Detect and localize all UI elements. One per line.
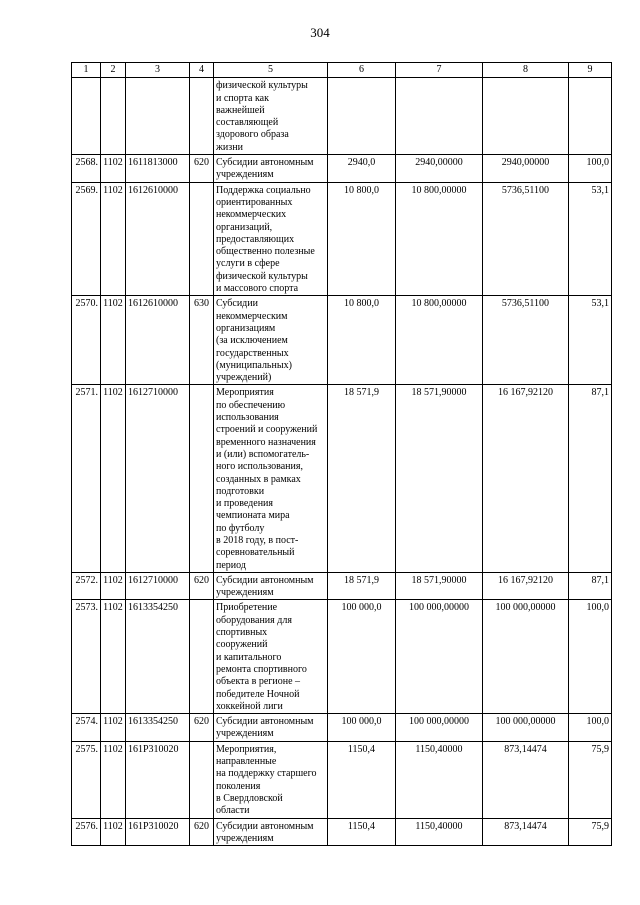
row-number: 2571. — [72, 385, 101, 572]
approved-amount: 1150,4 — [328, 741, 396, 818]
table-row — [72, 385, 612, 572]
approved-amount: 10 800,0 — [328, 296, 396, 385]
executed-amount: 100 000,00000 — [483, 600, 569, 714]
item-name: Субсидии автономным учреждениям — [214, 714, 328, 742]
column-header-7: 7 — [396, 63, 483, 78]
target-article-code: 1612710000 — [126, 385, 190, 572]
section-code: 1102 — [101, 385, 126, 572]
section-code — [101, 78, 126, 155]
expense-type-code: 620 — [190, 572, 214, 600]
item-name: физической культуры и спорта как важнейшей составляющей здорового образа жизни — [214, 78, 328, 155]
table-row — [72, 296, 612, 385]
approved-amount: 2940,0 — [328, 155, 396, 183]
approved-amount: 100 000,0 — [328, 714, 396, 742]
row-number: 2576. — [72, 818, 101, 846]
header-row — [72, 63, 612, 78]
execution-percent: 100,0 — [569, 600, 612, 714]
expense-type-code: 620 — [190, 155, 214, 183]
column-header-5: 5 — [214, 63, 328, 78]
execution-percent: 75,9 — [569, 741, 612, 818]
item-name: Поддержка социально ориентированных некоммерческих организаций, предоставляющих общественно полезные услуги в сфере физической культуры и массового спорта — [214, 182, 328, 296]
refined-amount: 1150,40000 — [396, 741, 483, 818]
executed-amount: 100 000,00000 — [483, 714, 569, 742]
refined-amount: 10 800,00000 — [396, 296, 483, 385]
expense-type-code — [190, 600, 214, 714]
column-header-8: 8 — [483, 63, 569, 78]
table-row — [72, 155, 612, 183]
execution-percent: 53,1 — [569, 296, 612, 385]
section-code: 1102 — [101, 155, 126, 183]
expense-type-code: 620 — [190, 818, 214, 846]
execution-percent: 100,0 — [569, 714, 612, 742]
target-article-code: 1612610000 — [126, 182, 190, 296]
table-row — [72, 182, 612, 296]
expense-type-code: 620 — [190, 714, 214, 742]
approved-amount: 18 571,9 — [328, 385, 396, 572]
section-code: 1102 — [101, 182, 126, 296]
column-header-3: 3 — [126, 63, 190, 78]
refined-amount: 1150,40000 — [396, 818, 483, 846]
table-row — [72, 78, 612, 155]
refined-amount — [396, 78, 483, 155]
target-article-code — [126, 78, 190, 155]
executed-amount: 5736,51100 — [483, 296, 569, 385]
column-header-2: 2 — [101, 63, 126, 78]
section-code: 1102 — [101, 572, 126, 600]
target-article-code: 1612610000 — [126, 296, 190, 385]
column-header-4: 4 — [190, 63, 214, 78]
table-row — [72, 818, 612, 846]
section-code: 1102 — [101, 818, 126, 846]
target-article-code: 1613354250 — [126, 714, 190, 742]
execution-percent: 100,0 — [569, 155, 612, 183]
row-number: 2572. — [72, 572, 101, 600]
expense-type-code — [190, 385, 214, 572]
row-number: 2573. — [72, 600, 101, 714]
execution-percent — [569, 78, 612, 155]
row-number: 2568. — [72, 155, 101, 183]
approved-amount: 10 800,0 — [328, 182, 396, 296]
executed-amount: 873,14474 — [483, 741, 569, 818]
row-number: 2575. — [72, 741, 101, 818]
section-code: 1102 — [101, 600, 126, 714]
page-number: 304 — [310, 25, 330, 40]
expense-type-code: 630 — [190, 296, 214, 385]
expense-type-code — [190, 182, 214, 296]
target-article-code: 161P310020 — [126, 818, 190, 846]
refined-amount: 10 800,00000 — [396, 182, 483, 296]
target-article-code: 161P310020 — [126, 741, 190, 818]
section-code: 1102 — [101, 741, 126, 818]
approved-amount — [328, 78, 396, 155]
target-article-code: 1611813000 — [126, 155, 190, 183]
budget-table — [71, 62, 612, 846]
row-number: 2569. — [72, 182, 101, 296]
row-number — [72, 78, 101, 155]
column-header-9: 9 — [569, 63, 612, 78]
row-number: 2574. — [72, 714, 101, 742]
executed-amount: 5736,51100 — [483, 182, 569, 296]
executed-amount — [483, 78, 569, 155]
item-name: Субсидии автономным учреждениям — [214, 818, 328, 846]
table-row — [72, 572, 612, 600]
table-row — [72, 714, 612, 742]
column-header-6: 6 — [328, 63, 396, 78]
execution-percent: 75,9 — [569, 818, 612, 846]
execution-percent: 87,1 — [569, 385, 612, 572]
refined-amount: 18 571,90000 — [396, 572, 483, 600]
approved-amount: 1150,4 — [328, 818, 396, 846]
approved-amount: 18 571,9 — [328, 572, 396, 600]
executed-amount: 16 167,92120 — [483, 385, 569, 572]
column-header-1: 1 — [72, 63, 101, 78]
refined-amount: 2940,00000 — [396, 155, 483, 183]
table-row — [72, 741, 612, 818]
table-body — [72, 78, 612, 846]
section-code: 1102 — [101, 714, 126, 742]
refined-amount: 100 000,00000 — [396, 600, 483, 714]
refined-amount: 100 000,00000 — [396, 714, 483, 742]
refined-amount: 18 571,90000 — [396, 385, 483, 572]
executed-amount: 16 167,92120 — [483, 572, 569, 600]
table-row — [72, 600, 612, 714]
target-article-code: 1612710000 — [126, 572, 190, 600]
item-name: Субсидии автономным учреждениям — [214, 572, 328, 600]
item-name: Приобретение оборудования для спортивных сооружений и капитального ремонта спортивного объекта в регионе – победителе Ночной хоккейной лиги — [214, 600, 328, 714]
executed-amount: 873,14474 — [483, 818, 569, 846]
executed-amount: 2940,00000 — [483, 155, 569, 183]
approved-amount: 100 000,0 — [328, 600, 396, 714]
item-name: Мероприятия по обеспечению использования строений и сооружений временного назначения и (или) вспомогатель- ного использования, созданных в рамках подготовки и проведения чемпионата мира по футболу в 2018 году, в пост- соревновательный период — [214, 385, 328, 572]
row-number: 2570. — [72, 296, 101, 385]
item-name: Мероприятия, направленные на поддержку старшего поколения в Свердловской области — [214, 741, 328, 818]
expense-type-code — [190, 741, 214, 818]
execution-percent: 87,1 — [569, 572, 612, 600]
item-name: Субсидии автономным учреждениям — [214, 155, 328, 183]
expense-type-code — [190, 78, 214, 155]
section-code: 1102 — [101, 296, 126, 385]
target-article-code: 1613354250 — [126, 600, 190, 714]
item-name: Субсидии некоммерческим организациям (за исключением государственных (муниципальных) учреждений) — [214, 296, 328, 385]
execution-percent: 53,1 — [569, 182, 612, 296]
